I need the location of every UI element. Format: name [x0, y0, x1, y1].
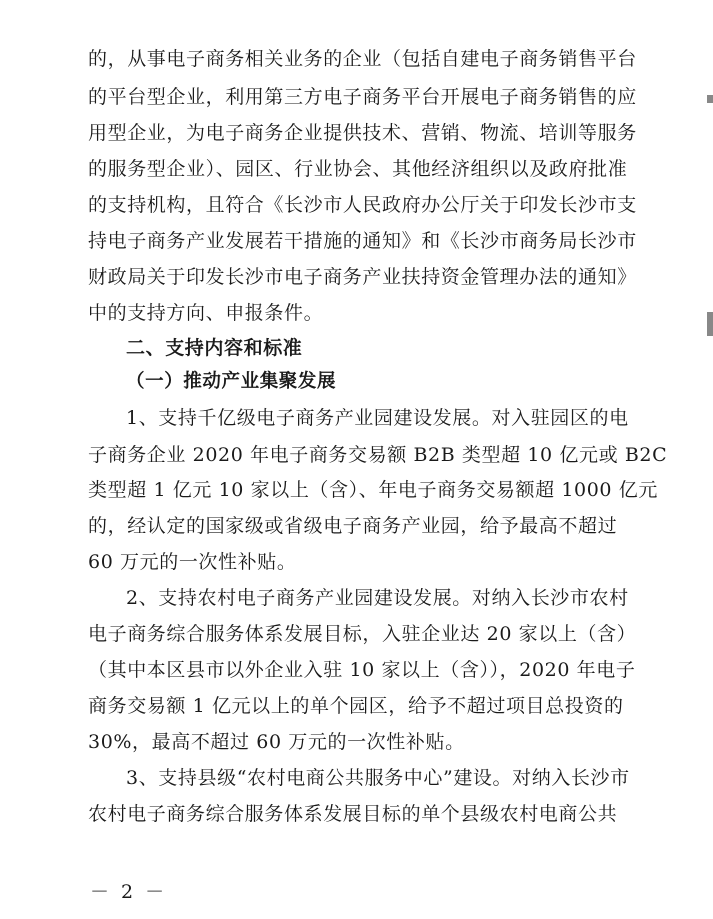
body-text-line: 2、支持农村电子商务产业园建设发展。对纳入长沙市农村	[126, 587, 629, 609]
body-text-line: 用型企业，为电子商务企业提供技术、营销、物流、培训等服务	[88, 122, 637, 144]
body-text-line: 3、支持县级“农村电商公共服务中心”建设。对纳入长沙市	[126, 767, 630, 789]
page-number: － 2 －	[90, 881, 168, 903]
body-text-line: 的服务型企业）、园区、行业协会、其他经济组织以及政府批准	[88, 158, 628, 180]
body-text-line: 中的支持方向、申报条件。	[88, 302, 324, 324]
body-text-line: 1、支持千亿级电子商务产业园建设发展。对入驻园区的电	[126, 407, 629, 429]
scan-edge-mark	[707, 95, 713, 103]
body-text-line: 商务交易额 1 亿元以上的单个园区，给予不超过项目总投资的	[88, 695, 624, 717]
body-text-line: 电子商务综合服务体系发展目标，入驻企业达 20 家以上（含）	[88, 623, 637, 645]
body-text-line: 的平台型企业，利用第三方电子商务平台开展电子商务销售的应	[88, 86, 637, 108]
body-text-line: 持电子商务产业发展若干措施的通知》和《长沙市商务局长沙市	[88, 230, 637, 252]
body-text-line: 的，经认定的国家级或省级电子商务产业园，给予最高不超过	[88, 515, 618, 537]
body-text-line: 农村电子商务综合服务体系发展目标的单个县级农村电商公共	[88, 803, 618, 825]
body-text-line: 财政局关于印发长沙市电子商务产业扶持资金管理办法的通知》	[88, 266, 637, 288]
subsection-heading: （一）推动产业集聚发展	[126, 371, 337, 392]
body-text-line: 的支持机构，且符合《长沙市人民政府办公厅关于印发长沙市支	[88, 194, 637, 216]
body-text-line: 30%，最高不超过 60 万元的一次性补贴。	[88, 731, 465, 753]
scan-edge-mark	[707, 312, 713, 336]
body-text-line: 60 万元的一次性补贴。	[88, 551, 297, 573]
body-text-line: （其中本区县市以外企业入驻 10 家以上（含）），2020 年电子	[88, 659, 636, 681]
body-text-line: 的，从事电子商务相关业务的企业（包括自建电子商务销售平台	[88, 48, 637, 70]
body-text-line: 子商务企业 2020 年电子商务交易额 B2B 类型超 10 亿元或 B2C	[88, 444, 668, 466]
section-heading: 二、支持内容和标准	[126, 337, 303, 359]
body-text-line: 类型超 1 亿元 10 家以上（含）、年电子商务交易额超 1000 亿元	[88, 479, 658, 501]
